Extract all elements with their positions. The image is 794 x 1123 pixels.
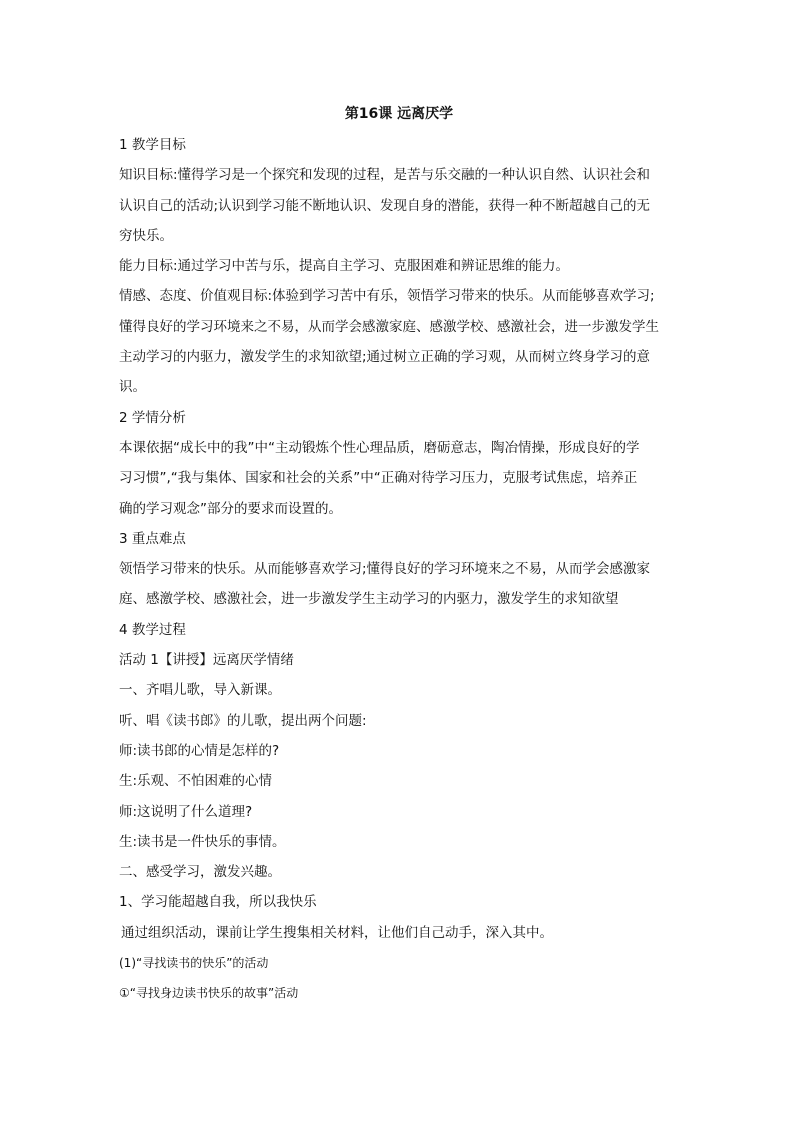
dialogue-line: 生:读书是一件快乐的事情。 bbox=[119, 833, 286, 850]
paragraph-line: 通过组织活动，课前让学生搜集相关材料，让他们自己动手，深入其中。 bbox=[121, 924, 553, 941]
activity-title: 活动 1【讲授】远离厌学情绪 bbox=[119, 652, 294, 669]
document-body bbox=[119, 100, 679, 1009]
paragraph-line: 主动学习的内驱力，激发学生的求知欲望;通过树立正确的学习观，从而树立终身学习的意 bbox=[119, 349, 651, 366]
paragraph-line: 穷快乐。 bbox=[119, 227, 173, 244]
paragraph-line: 一、齐唱儿歌，导入新课。 bbox=[119, 682, 281, 699]
paragraph-line: 二、感受学习，激发兴趣。 bbox=[119, 864, 281, 881]
dialogue-line: 师:这说明了什么道理? bbox=[119, 803, 253, 820]
section-heading-key-points: 3 重点难点 bbox=[119, 530, 186, 547]
paragraph-line: 本课依据“成长中的我”中“主动锻炼个性心理品质，磨砺意志，陶冶情操，形成良好的学 bbox=[119, 439, 640, 456]
paragraph-line: 1、学习能超越自我，所以我快乐 bbox=[119, 894, 317, 911]
section-heading-analysis: 2 学情分析 bbox=[119, 409, 186, 426]
paragraph-line: ①“寻找身边读书快乐的故事”活动 bbox=[119, 986, 299, 1001]
paragraph-line: 情感、态度、价值观目标:体验到学习苦中有乐，领悟学习带来的快乐。从而能够喜欢学习; bbox=[119, 288, 655, 305]
paragraph-line: 认识自己的活动;认识到学习能不断地认识、发现自身的潜能，获得一种不断超越自己的无 bbox=[119, 197, 651, 214]
paragraph-line: 听、唱《读书郎》的儿歌，提出两个问题: bbox=[119, 712, 367, 729]
paragraph-line: 知识目标:懂得学习是一个探究和发现的过程，是苦与乐交融的一种认识自然、认识社会和 bbox=[119, 167, 651, 184]
paragraph-line: 识。 bbox=[119, 379, 146, 396]
paragraph-line: 领悟学习带来的快乐。从而能够喜欢学习;懂得良好的学习环境来之不易，从而学会感激家 bbox=[119, 561, 651, 578]
paragraph-line: 习习惯”,“我与集体、国家和社会的关系”中“正确对待学习压力，克服考试焦虑，培养正 bbox=[119, 470, 638, 487]
paragraph-line: 庭、感激学校、感激社会，进一步激发学生主动学习的内驱力，激发学生的求知欲望 bbox=[119, 591, 619, 608]
paragraph-line: 懂得良好的学习环境来之不易，从而学会感激家庭、感激学校、感激社会，进一步激发学生 bbox=[119, 318, 659, 335]
section-heading-process: 4 教学过程 bbox=[119, 621, 186, 638]
dialogue-line: 生:乐观、不怕困难的心情 bbox=[119, 773, 273, 790]
paragraph-line: 确的学习观念”部分的要求而设置的。 bbox=[119, 500, 342, 517]
page-title: 第16课 远离厌学 bbox=[344, 106, 454, 122]
dialogue-line: 师:读书郎的心情是怎样的? bbox=[119, 742, 280, 759]
section-heading-objectives: 1 教学目标 bbox=[119, 137, 186, 153]
paragraph-line: (1)“寻找读书的快乐”的活动 bbox=[119, 956, 269, 971]
paragraph-line: 能力目标:通过学习中苦与乐，提高自主学习、克服困难和辨证思维的能力。 bbox=[119, 258, 570, 275]
